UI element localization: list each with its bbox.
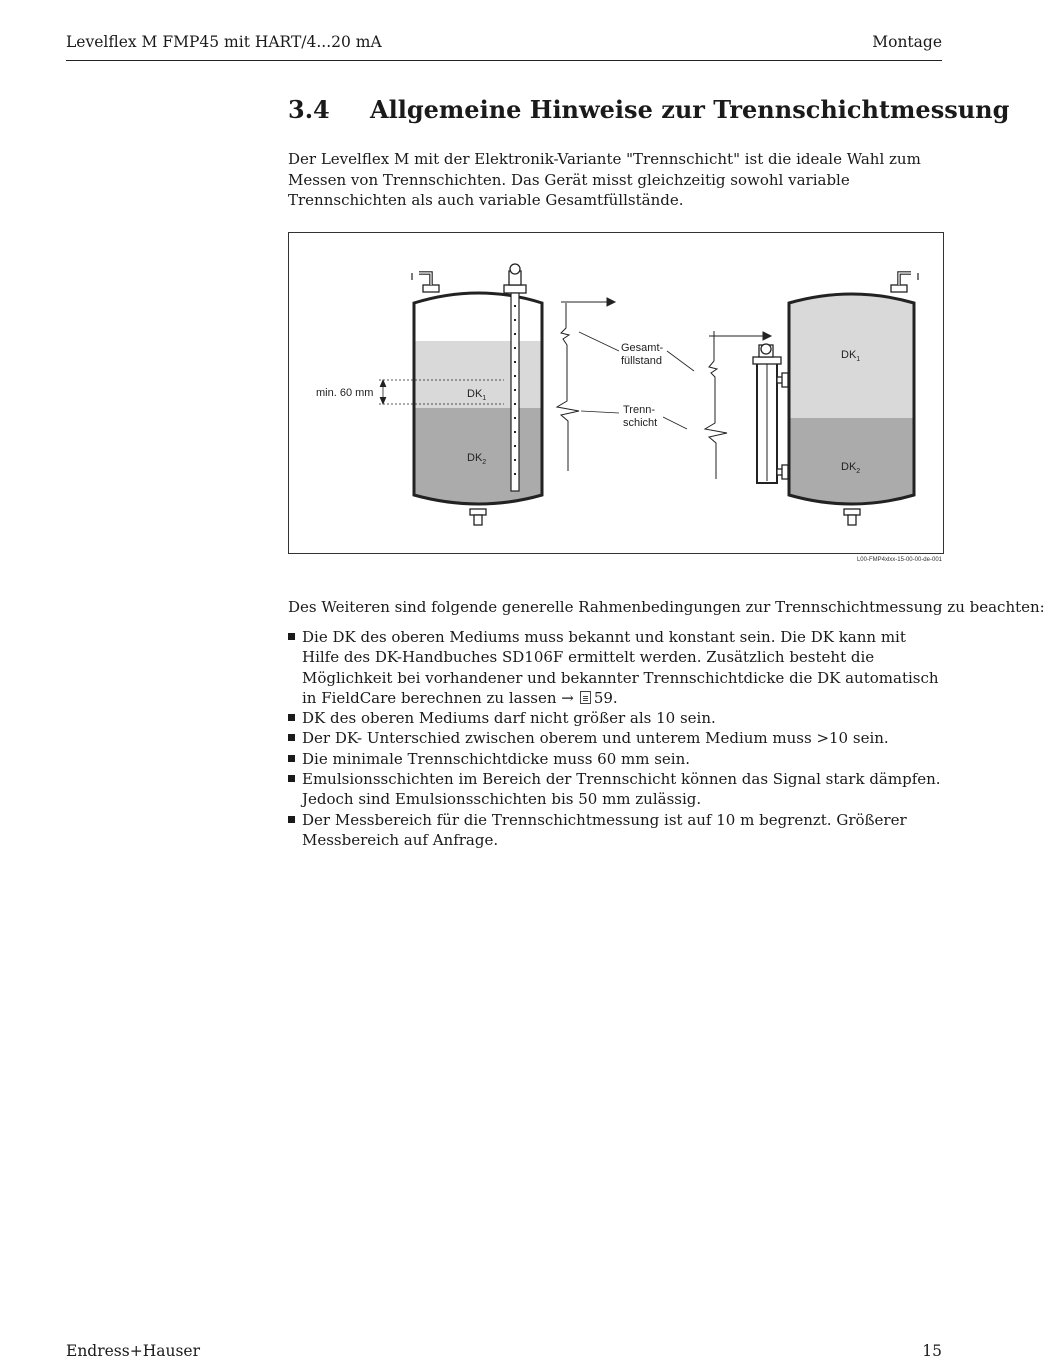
conditions-list (288, 627, 944, 850)
intro-paragraph: Der Levelflex M mit der Elektronik-Variante "Trennschicht" ist die ideale Wahl zum Messen von Trennschichten. Das Gerät misst gleichzeitig sowohl variable Trennschichten als auch variable Gesamtfüllstände. (288, 150, 921, 209)
signal-curves (557, 298, 771, 479)
bullet-icon (288, 714, 295, 721)
bullet-icon (288, 755, 295, 762)
page-header (66, 30, 942, 61)
total-level-label-line1: Gesamt- (621, 342, 664, 354)
list-item: Der DK- Unterschied zwischen oberem und unterem Medium muss >10 sein. (288, 728, 944, 748)
interface-label-line1: Trenn- (623, 404, 655, 416)
list-item: DK des oberen Mediums darf nicht größer als 10 sein. (288, 708, 944, 728)
dk1-left-label: $DK_1$ (467, 388, 487, 402)
page-number: 15 (922, 1342, 942, 1360)
dk2-left-label: $DK_2$ (467, 452, 487, 466)
page-reference: 59. (593, 688, 618, 707)
header-chapter-title: Montage (872, 33, 942, 51)
bullet-icon (288, 734, 295, 741)
header-document-title: Levelflex M FMP45 mit HART/4...20 mA (66, 33, 382, 51)
right-tank (753, 273, 918, 525)
list-item: Der Messbereich für die Trennschichtmessung ist auf 10 m begrenzt. Größerer Messbereich auf Anfrage. (288, 810, 944, 851)
figure-id: L00-FMP4xlxx-15-00-00-de-001 (856, 557, 942, 563)
footer-brand: Endress+Hauser (66, 1342, 200, 1360)
min-height-label: min. 60 mm (316, 387, 374, 399)
interface-measurement-figure (288, 232, 944, 554)
section-title: Allgemeine Hinweise zur Trennschichtmessung (370, 95, 1010, 124)
conditions-lead: Des Weiteren sind folgende generelle Rahmenbedingungen zur Trennschichtmessung zu beachten: (288, 598, 1045, 616)
dk2-right-label: $DK_2$ (841, 461, 861, 475)
page-reference-icon (580, 691, 591, 704)
bullet-icon (288, 633, 295, 640)
list-item: Emulsionsschichten im Bereich der Trennschicht können das Signal stark dämpfen. Jedoch sind Emulsionsschichten bis 50 mm zulässig. (288, 769, 944, 810)
bullet-icon (288, 816, 295, 823)
list-item: Die minimale Trennschichtdicke muss 60 mm sein. (288, 749, 944, 769)
dk1-right-label: $DK_1$ (841, 349, 861, 363)
section-number: 3.4 (288, 95, 330, 124)
list-item: Die DK des oberen Mediums muss bekannt und konstant sein. Die DK kann mit Hilfe des DK-Handbuches SD106F ermittelt werden. Zusätzlich besteht die Möglichkeit bei vorhandener und bekannter Trennschichtdicke die DK automatisch in FieldCare berechnen zu lassen → 59. (288, 627, 944, 708)
section-heading (288, 95, 1009, 124)
total-level-label-line2: füllstand (621, 355, 662, 367)
interface-label-line2: schicht (623, 417, 658, 429)
bullet-icon (288, 775, 295, 782)
tank-diagram (289, 233, 945, 555)
